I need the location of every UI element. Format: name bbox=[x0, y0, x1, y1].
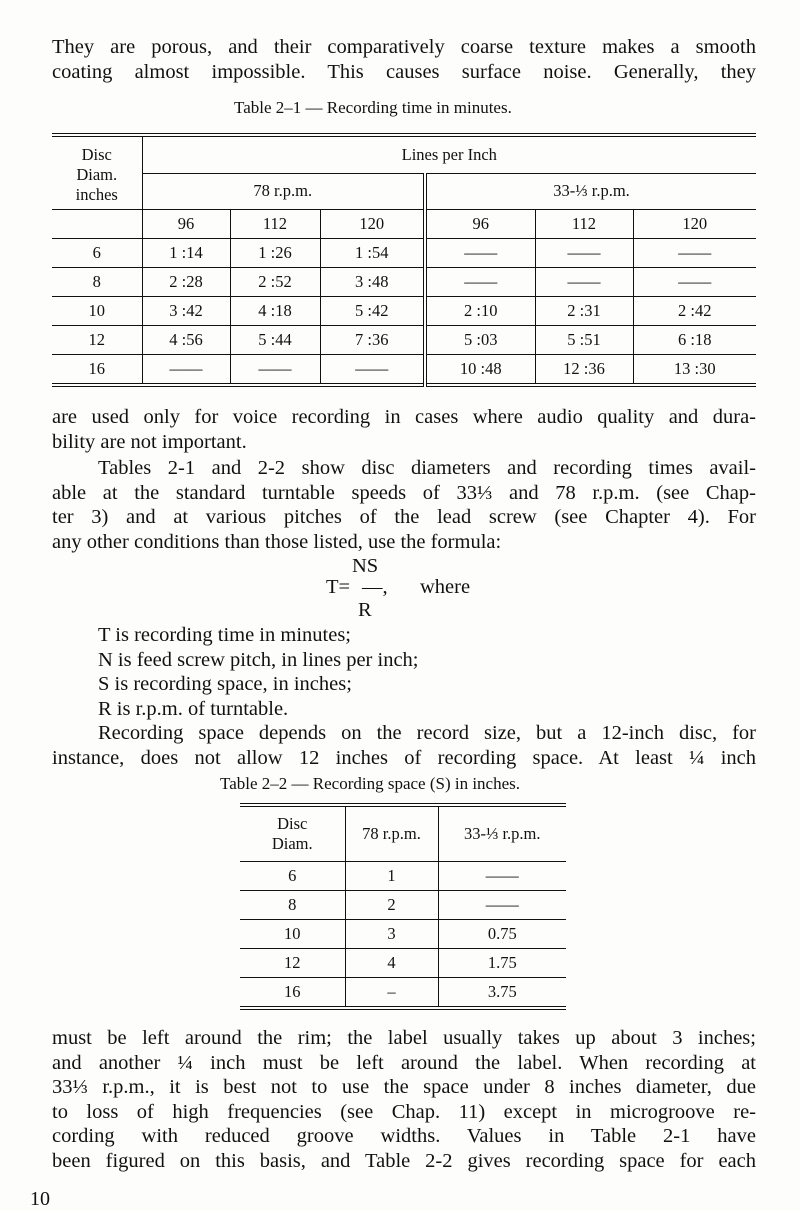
cell: 16 bbox=[88, 358, 105, 378]
text-line: to loss of high frequencies (see Chap. 11) except in microgroove re- bbox=[52, 1100, 756, 1123]
cell: 2 :42 bbox=[633, 296, 756, 325]
cell: 2 :28 bbox=[142, 267, 230, 296]
speed-33-header: 33-⅓ r.p.m. bbox=[425, 173, 756, 209]
disc-diameter-header bbox=[240, 805, 345, 861]
pitch-row bbox=[52, 209, 756, 238]
cell: 2 :10 bbox=[425, 296, 535, 325]
page-number: 10 bbox=[30, 1188, 50, 1210]
table-2-caption: Table 2–2 — Recording space (S) in inches. bbox=[220, 774, 521, 793]
cell: 3 :42 bbox=[142, 296, 230, 325]
cell: 8 bbox=[240, 890, 345, 919]
text-line: and another ¼ inch must be left around the label. When recording at bbox=[52, 1051, 756, 1074]
definition-line: R is r.p.m. of turntable. bbox=[98, 697, 289, 720]
table-row bbox=[240, 919, 566, 948]
pitch-cell: 96 bbox=[425, 209, 535, 238]
header-word: inches bbox=[75, 185, 118, 204]
cell: —— bbox=[230, 354, 320, 385]
speed-78-header: 78 r.p.m. bbox=[345, 805, 438, 861]
header-word: Disc bbox=[81, 145, 112, 164]
text-line: able at the standard turntable speeds of 33⅓ and 78 r.p.m. (see Chap- bbox=[52, 481, 756, 504]
empty-cell bbox=[52, 209, 142, 238]
formula-lhs: T= bbox=[326, 576, 351, 598]
table-row bbox=[240, 977, 566, 1008]
header-word: Diam. bbox=[271, 833, 313, 853]
cell: 1 :26 bbox=[230, 238, 320, 267]
text-line: coating almost impossible. This causes surface noise. Generally, they bbox=[52, 60, 756, 83]
table-row bbox=[240, 861, 566, 890]
text-line: Recording space depends on the record size, but a 12-inch disc, for bbox=[98, 722, 756, 744]
table-header-row bbox=[240, 805, 566, 861]
table-row bbox=[240, 890, 566, 919]
cell: —— bbox=[633, 267, 756, 296]
cell: 5 :44 bbox=[230, 325, 320, 354]
text-line: are used only for voice recording in cases where audio quality and dura- bbox=[52, 406, 756, 428]
cell: —— bbox=[425, 267, 535, 296]
bottom-paragraph bbox=[52, 1026, 756, 1174]
pitch-cell: 120 bbox=[320, 209, 425, 238]
text-line: bility are not important. bbox=[52, 430, 247, 453]
text-line: Tables 2-1 and 2-2 show disc diameters and recording times avail- bbox=[98, 457, 756, 479]
cell: —— bbox=[438, 861, 566, 890]
cell: 4 bbox=[345, 948, 438, 977]
cell: —— bbox=[633, 238, 756, 267]
speed-header-row bbox=[52, 173, 756, 209]
pitch-cell: 112 bbox=[535, 209, 633, 238]
table-row bbox=[52, 238, 756, 267]
pitch-cell: 112 bbox=[230, 209, 320, 238]
text-line: 33⅓ r.p.m., it is best not to use the space under 8 inches diameter, due bbox=[52, 1076, 756, 1099]
cell: —— bbox=[535, 238, 633, 267]
formula-denominator: R bbox=[358, 599, 372, 621]
definition-line: S is recording space, in inches; bbox=[98, 673, 352, 696]
cell: —— bbox=[535, 267, 633, 296]
cell: 4 :56 bbox=[142, 325, 230, 354]
cell: 5 :03 bbox=[425, 325, 535, 354]
cell: 6 :18 bbox=[633, 325, 756, 354]
cell: 3 :48 bbox=[320, 267, 425, 296]
formula-numerator: NS bbox=[352, 555, 379, 577]
cell: 4 :18 bbox=[230, 296, 320, 325]
cell: —— bbox=[320, 354, 425, 385]
cell: 8 bbox=[52, 267, 142, 296]
cell: 10 :48 bbox=[425, 354, 535, 385]
table-row bbox=[52, 267, 756, 296]
disc-diameter-header bbox=[52, 135, 142, 209]
cell: 3.75 bbox=[438, 977, 566, 1008]
formula-intro-paragraph bbox=[52, 456, 756, 554]
cell: 0.75 bbox=[438, 919, 566, 948]
cell: 12 :36 bbox=[535, 354, 633, 385]
table-row bbox=[240, 948, 566, 977]
table-row bbox=[52, 296, 756, 325]
header-word: Diam. bbox=[76, 165, 118, 184]
text-line: any other conditions than those listed, use the formula: bbox=[52, 530, 502, 553]
cell: 1 :54 bbox=[320, 238, 425, 267]
text-line: instance, does not allow 12 inches of recording space. At least ¼ inch bbox=[52, 746, 756, 769]
cell: 13 :30 bbox=[633, 354, 756, 385]
cell: 16 bbox=[284, 981, 301, 1001]
speed-33-header: 33-⅓ r.p.m. bbox=[438, 805, 566, 861]
cell: —— bbox=[425, 238, 535, 267]
text-line: ter 3) and at various pitches of the lead screw (see Chapter 4). For bbox=[52, 506, 756, 529]
variable-definitions bbox=[98, 623, 419, 721]
pitch-cell: 96 bbox=[142, 209, 230, 238]
speed-78-header: 78 r.p.m. bbox=[142, 173, 425, 209]
cell: 1 :14 bbox=[142, 238, 230, 267]
recording-space-paragraph bbox=[52, 721, 756, 770]
header-word: Disc bbox=[277, 813, 308, 833]
cell: 12 bbox=[52, 325, 142, 354]
cell: 5 :51 bbox=[535, 325, 633, 354]
cell: 6 bbox=[52, 238, 142, 267]
cell: 10 bbox=[52, 296, 142, 325]
pitch-cell: 120 bbox=[633, 209, 756, 238]
cell: 1.75 bbox=[438, 948, 566, 977]
table-row bbox=[52, 325, 756, 354]
cell: —— bbox=[142, 354, 230, 385]
text-line: They are porous, and their comparatively coarse texture makes a smooth bbox=[52, 36, 756, 58]
cell: —— bbox=[438, 890, 566, 919]
formula-where: where bbox=[420, 576, 471, 598]
cell: – bbox=[345, 977, 438, 1008]
middle-paragraph bbox=[52, 405, 756, 454]
cell: 10 bbox=[240, 919, 345, 948]
top-paragraph bbox=[52, 35, 756, 84]
recording-time-table bbox=[52, 133, 756, 387]
cell: 1 bbox=[345, 861, 438, 890]
cell: 7 :36 bbox=[320, 325, 425, 354]
recording-space-table bbox=[240, 803, 566, 1010]
definition-line: N is feed screw pitch, in lines per inch; bbox=[98, 648, 419, 671]
cell: 2 :52 bbox=[230, 267, 320, 296]
table-1-caption: Table 2–1 — Recording time in minutes. bbox=[234, 98, 512, 117]
text-line: been figured on this basis, and Table 2-2 gives recording space for each bbox=[52, 1149, 756, 1172]
table-row bbox=[52, 354, 756, 385]
lines-per-inch-header: Lines per Inch bbox=[142, 135, 756, 173]
cell: 12 bbox=[240, 948, 345, 977]
table-header-row bbox=[52, 135, 756, 173]
cell: 3 bbox=[345, 919, 438, 948]
cell: 6 bbox=[240, 861, 345, 890]
cell: 2 :31 bbox=[535, 296, 633, 325]
cell: 5 :42 bbox=[320, 296, 425, 325]
definition-line: T is recording time in minutes; bbox=[98, 624, 351, 646]
cell: 2 bbox=[345, 890, 438, 919]
formula-fraction-bar: —, bbox=[362, 576, 388, 598]
text-line: cording with reduced groove widths. Values in Table 2-1 have bbox=[52, 1125, 756, 1148]
text-line: must be left around the rim; the label usually takes up about 3 inches; bbox=[52, 1027, 756, 1049]
